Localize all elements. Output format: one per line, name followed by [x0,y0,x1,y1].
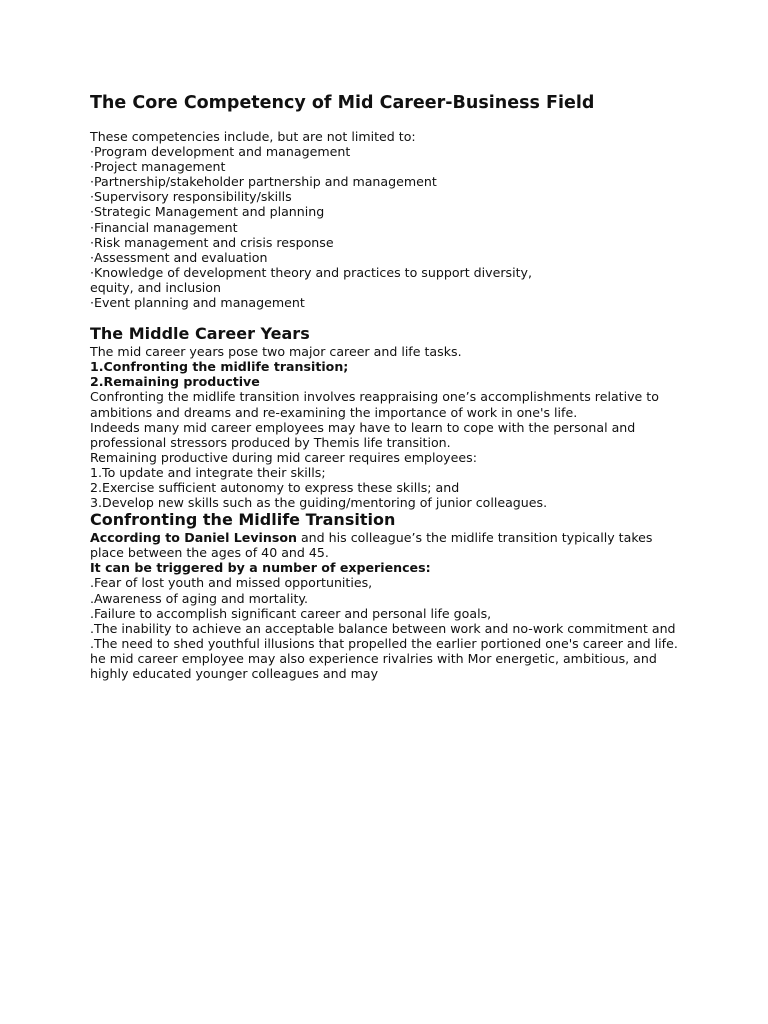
task-item-bold: 1.Confronting the midlife transition; [90,359,349,375]
list-item: 3.Develop new skills such as the guiding/mentoring of junior colleagues. [90,495,548,511]
trigger-item: .Failure to accomplish significant career and personal life goals, [90,605,492,621]
document-page [90,91,700,681]
task-item-bold: 2.Remaining productive [90,374,260,390]
paragraph-line: Remaining productive during mid career requires employees: [90,449,477,465]
competency-item: ·Financial management [90,219,238,235]
trigger-item: .The inability to achieve an acceptable balance between work and no-work commitment and [90,620,676,636]
competencies-section [90,129,700,310]
competency-item: ·Project management [90,159,226,175]
paragraph-line: Indeeds many mid career employees may have to learn to cope with the personal and [90,419,636,435]
paragraph-line: highly educated younger colleagues and may [90,666,379,681]
trigger-item: .Awareness of aging and mortality. [90,590,309,606]
paragraph-line: The mid career years pose two major career and life tasks. [90,344,462,360]
competency-item: ·Supervisory responsibility/skills [90,189,292,205]
middle-career-section [90,324,700,510]
competencies-intro: These competencies include, but are not limited to: [90,129,416,144]
section-heading-middle-career: The Middle Career Years [90,324,310,344]
competency-item: ·Program development and management [90,144,351,160]
midlife-transition-section [90,510,700,681]
paragraph-line: place between the ages of 40 and 45. [90,545,329,561]
paragraph-text: and his colleague’s the midlife transition typically takes [296,530,653,546]
list-item: 1.To update and integrate their skills; [90,464,326,480]
trigger-item: .The need to shed youthful illusions that propelled the earlier portioned one's career and life. [90,635,678,651]
competency-item-continued: equity, and inclusion [90,279,221,295]
paragraph-line: Confronting the midlife transition involves reappraising one’s accomplishments relative to [90,389,659,405]
competency-item: ·Event planning and management [90,295,305,311]
paragraph-line: he mid career employee may also experience rivalries with Mor energetic, ambitious, and [90,650,657,666]
triggers-heading-bold: It can be triggered by a number of experiences: [90,560,431,576]
trigger-item: .Fear of lost youth and missed opportunities, [90,575,373,591]
paragraph-line: professional stressors produced by Themis life transition. [90,434,451,450]
competency-item: ·Knowledge of development theory and practices to support diversity, [90,264,532,280]
document-title: The Core Competency of Mid Career-Business Field [90,93,595,113]
author-name-bold: According to Daniel Levinson [90,530,297,546]
section-heading-midlife-transition: Confronting the Midlife Transition [90,510,396,530]
competency-item: ·Risk management and crisis response [90,234,334,250]
paragraph-line [90,530,700,545]
paragraph-line: ambitions and dreams and re-examining the importance of work in one's life. [90,404,578,420]
competency-item: ·Assessment and evaluation [90,249,268,265]
competency-item: ·Partnership/stakeholder partnership and management [90,174,437,190]
list-item: 2.Exercise sufficient autonomy to express these skills; and [90,479,460,495]
competency-item: ·Strategic Management and planning [90,204,325,220]
